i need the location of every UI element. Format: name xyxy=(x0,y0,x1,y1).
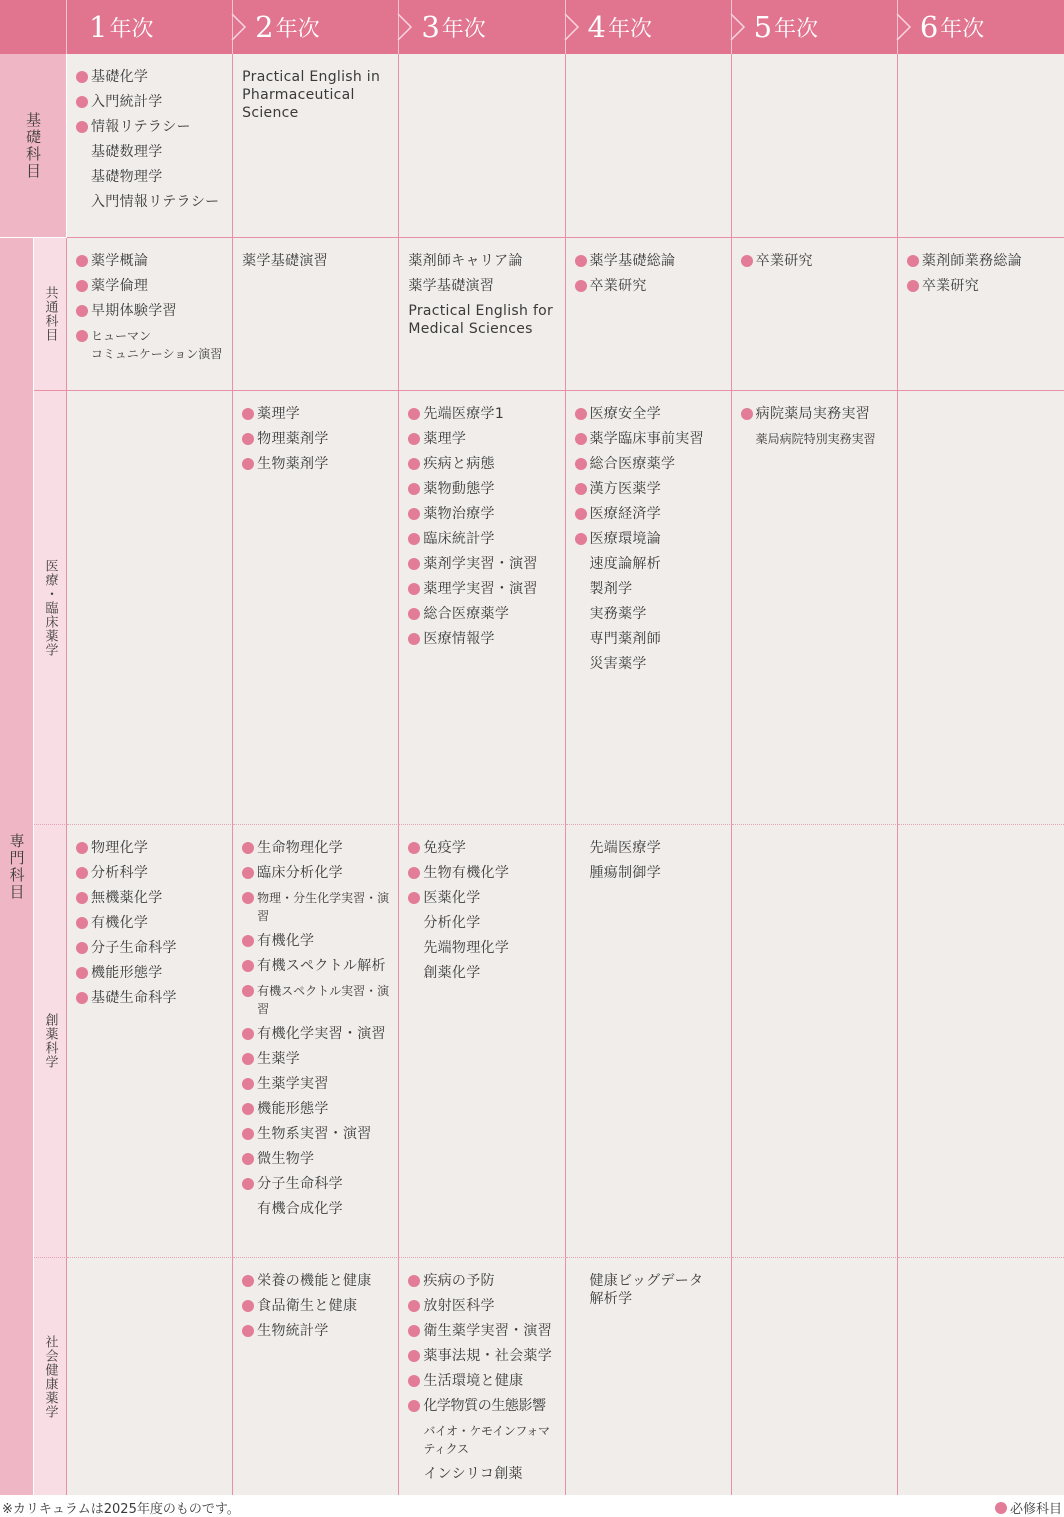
required-course: 疾病と病態 xyxy=(408,455,558,473)
required-course: 有機化学実習・演習 xyxy=(242,1025,392,1043)
required-course: 有機化学 xyxy=(242,932,392,950)
required-course: 薬学倫理 xyxy=(76,277,226,295)
course: バイオ・ケモインフォマティクス xyxy=(423,1424,550,1456)
course: インシリコ創薬 xyxy=(423,1466,523,1482)
required-course: 生物系実習・演習 xyxy=(242,1125,392,1143)
required-course: 薬学概論 xyxy=(76,252,226,270)
required-course: 薬事法規・社会薬学 xyxy=(408,1347,558,1365)
required-course: 無機薬化学 xyxy=(76,889,226,907)
chevron-right-icon xyxy=(564,13,580,41)
year-number: 3 xyxy=(421,10,440,44)
required-course: ヒューマン コミュニケーション演習 xyxy=(76,327,226,363)
year-unit: 年次 xyxy=(774,16,819,42)
header-corner xyxy=(0,0,67,54)
cell-social-year1 xyxy=(67,1258,233,1495)
course: Practical English for Medical Sciences xyxy=(408,303,554,337)
required-course: 薬学基礎総論 xyxy=(575,252,725,270)
cell-drug-year1 xyxy=(67,825,233,1258)
required-course: 物理化学 xyxy=(76,839,226,857)
cell-social-year2 xyxy=(233,1258,399,1495)
required-course: 生薬学 xyxy=(242,1050,392,1068)
chevron-right-icon xyxy=(231,13,247,41)
course: 創薬化学 xyxy=(423,965,481,981)
required-course: 生物薬剤学 xyxy=(242,455,392,473)
required-course: 早期体験学習 xyxy=(76,302,226,320)
course: 基礎数理学 xyxy=(91,144,163,160)
cell-social-year6 xyxy=(898,1258,1064,1495)
required-course: 生薬学実習 xyxy=(242,1075,392,1093)
cell-basic-year6 xyxy=(898,54,1064,238)
course-list xyxy=(907,252,1058,295)
course: 薬学基礎演習 xyxy=(408,278,495,294)
required-course: 機能形態学 xyxy=(242,1100,392,1118)
required-course: 衛生薬学実習・演習 xyxy=(408,1322,558,1340)
year-header-3 xyxy=(399,0,565,54)
cell-common-year5 xyxy=(732,238,898,391)
course-list xyxy=(408,252,558,338)
year-number: 6 xyxy=(919,10,939,44)
required-course: 薬学臨床事前実習 xyxy=(575,430,725,448)
required-course: 卒業研究 xyxy=(575,277,725,295)
curriculum-note: ※カリキュラムは2025年度のものです。 xyxy=(2,1502,240,1517)
required-course: 有機スペクトル解析 xyxy=(242,957,392,975)
cell-drug-year6 xyxy=(898,825,1064,1258)
course-list xyxy=(408,839,558,982)
required-course: 基礎生命科学 xyxy=(76,989,226,1007)
required-course: 薬理学 xyxy=(408,430,558,448)
required-course: 入門統計学 xyxy=(76,93,226,111)
course: 健康ビッグデータ 解析学 xyxy=(589,1273,704,1307)
course-list xyxy=(76,839,226,1007)
required-course: 薬理学 xyxy=(242,405,392,423)
required-course: 薬剤師業務総論 xyxy=(907,252,1058,270)
course: 先端医療学 xyxy=(589,840,661,856)
required-course: 基礎化学 xyxy=(76,68,226,86)
course: 分析化学 xyxy=(423,915,481,931)
required-course: 卒業研究 xyxy=(741,252,891,270)
cell-clinical-year6 xyxy=(898,391,1064,825)
required-course: 医薬化学 xyxy=(408,889,558,907)
subcategory-social-health: 社会健康薬学 xyxy=(34,1258,67,1495)
course-list xyxy=(242,252,392,270)
cell-drug-year5 xyxy=(732,825,898,1258)
required-course: 臨床分析化学 xyxy=(242,864,392,882)
subcategory-common: 共通科目 xyxy=(34,238,67,391)
cell-clinical-year2 xyxy=(233,391,399,825)
required-course: 化学物質の生態影響 xyxy=(408,1397,558,1415)
required-course: 免疫学 xyxy=(408,839,558,857)
cell-basic-year1 xyxy=(67,54,233,238)
course: 製剤学 xyxy=(589,581,633,597)
course-list xyxy=(741,405,891,448)
course: 腫瘍制御学 xyxy=(589,865,661,881)
year-number: 5 xyxy=(753,10,773,44)
course: 薬学基礎演習 xyxy=(242,253,328,269)
required-dot-icon xyxy=(995,1502,1007,1514)
course: 有機合成化学 xyxy=(257,1201,343,1217)
course-list xyxy=(575,1272,725,1308)
required-course: 生活環境と健康 xyxy=(408,1372,558,1390)
course: 薬局病院特別実務実習 xyxy=(755,432,876,446)
cell-clinical-year3 xyxy=(399,391,565,825)
required-course: 薬物動態学 xyxy=(408,480,558,498)
cell-social-year3 xyxy=(399,1258,565,1495)
year-unit: 年次 xyxy=(441,16,486,42)
required-course: 機能形態学 xyxy=(76,964,226,982)
year-header-2 xyxy=(233,0,399,54)
course-list xyxy=(408,405,558,648)
required-course: 薬理学実習・演習 xyxy=(408,580,558,598)
course-list xyxy=(76,68,226,211)
year-number: 2 xyxy=(255,10,274,44)
course-list xyxy=(575,839,725,882)
course-list xyxy=(575,252,725,295)
cell-basic-year5 xyxy=(732,54,898,238)
required-course: 物理・分生化学実習・演習 xyxy=(242,889,392,925)
required-course: 漢方医薬学 xyxy=(575,480,725,498)
year-header-4 xyxy=(566,0,732,54)
year-header-6 xyxy=(898,0,1064,54)
course-list xyxy=(741,252,891,270)
chevron-right-icon xyxy=(397,13,413,41)
required-course: 生物統計学 xyxy=(242,1322,392,1340)
course: 災害薬学 xyxy=(589,656,647,672)
legend-label: 必修科目 xyxy=(1009,1502,1062,1517)
required-course: 医療情報学 xyxy=(408,630,558,648)
course-list xyxy=(242,1272,392,1340)
cell-basic-year3 xyxy=(399,54,565,238)
cell-common-year4 xyxy=(566,238,732,391)
cell-drug-year4 xyxy=(566,825,732,1258)
required-course: 有機スペクトル実習・演習 xyxy=(242,982,392,1018)
cell-basic-year4 xyxy=(566,54,732,238)
chevron-right-icon xyxy=(896,13,912,41)
required-course: 医療環境論 xyxy=(575,530,725,548)
required-course: 薬剤学実習・演習 xyxy=(408,555,558,573)
cell-social-year4 xyxy=(566,1258,732,1495)
required-course: 卒業研究 xyxy=(907,277,1058,295)
course: 先端物理化学 xyxy=(423,940,510,956)
cell-clinical-year5 xyxy=(732,391,898,825)
course-list xyxy=(76,252,226,363)
required-course: 栄養の機能と健康 xyxy=(242,1272,392,1290)
required-course: 食品衛生と健康 xyxy=(242,1297,392,1315)
cell-common-year6 xyxy=(898,238,1064,391)
course: 専門薬剤師 xyxy=(589,631,661,647)
course: 入門情報リテラシー xyxy=(91,194,220,210)
cell-drug-year3 xyxy=(399,825,565,1258)
cell-common-year1 xyxy=(67,238,233,391)
cell-common-year2 xyxy=(233,238,399,391)
required-course: 疾病の予防 xyxy=(408,1272,558,1290)
year-header-5 xyxy=(732,0,898,54)
year-number: 1 xyxy=(89,10,108,44)
category-basic: 基礎科目 xyxy=(0,54,67,238)
cell-basic-year2 xyxy=(233,54,399,238)
cell-drug-year2 xyxy=(233,825,399,1258)
required-course: 情報リテラシー xyxy=(76,118,226,136)
required-course: 病院薬局実務実習 xyxy=(741,405,891,423)
required-course: 放射医科学 xyxy=(408,1297,558,1315)
subcategory-drug-discovery: 創薬科学 xyxy=(34,825,67,1258)
year-unit: 年次 xyxy=(275,16,320,42)
required-course: 分子生命科学 xyxy=(242,1175,392,1193)
required-course: 臨床統計学 xyxy=(408,530,558,548)
cell-social-year5 xyxy=(732,1258,898,1495)
required-course: 有機化学 xyxy=(76,914,226,932)
required-course: 分子生命科学 xyxy=(76,939,226,957)
course: Practical English in Pharmaceutical Science xyxy=(242,69,381,121)
required-course: 総合医療薬学 xyxy=(575,455,725,473)
required-course: 生命物理化学 xyxy=(242,839,392,857)
required-course: 微生物学 xyxy=(242,1150,392,1168)
course-list xyxy=(242,839,392,1218)
required-course: 生物有機化学 xyxy=(408,864,558,882)
required-course: 医療安全学 xyxy=(575,405,725,423)
course-list xyxy=(408,1272,558,1483)
cell-clinical-year4 xyxy=(566,391,732,825)
cell-common-year3 xyxy=(399,238,565,391)
year-number: 4 xyxy=(587,10,606,44)
category-major: 専門科目 xyxy=(0,238,34,1495)
course: 速度論解析 xyxy=(589,556,661,572)
required-course: 総合医療薬学 xyxy=(408,605,558,623)
course-list xyxy=(575,405,725,673)
required-course: 分析科学 xyxy=(76,864,226,882)
course: 実務薬学 xyxy=(589,606,647,622)
chevron-right-icon xyxy=(730,13,746,41)
footer xyxy=(0,1497,1064,1517)
cell-clinical-year1 xyxy=(67,391,233,825)
subcategory-clinical: 医療・臨床薬学 xyxy=(34,391,67,825)
year-unit: 年次 xyxy=(940,16,985,42)
year-unit: 年次 xyxy=(607,16,652,42)
year-header-1 xyxy=(67,0,233,54)
required-course: 薬物治療学 xyxy=(408,505,558,523)
required-course: 医療経済学 xyxy=(575,505,725,523)
required-course: 物理薬剤学 xyxy=(242,430,392,448)
course: 薬剤師キャリア論 xyxy=(408,253,523,269)
course-list xyxy=(242,405,392,473)
course-list xyxy=(242,68,392,122)
course: 基礎物理学 xyxy=(91,169,163,185)
year-unit: 年次 xyxy=(109,16,154,42)
legend xyxy=(995,1498,1062,1517)
required-course: 先端医療学1 xyxy=(408,405,558,423)
